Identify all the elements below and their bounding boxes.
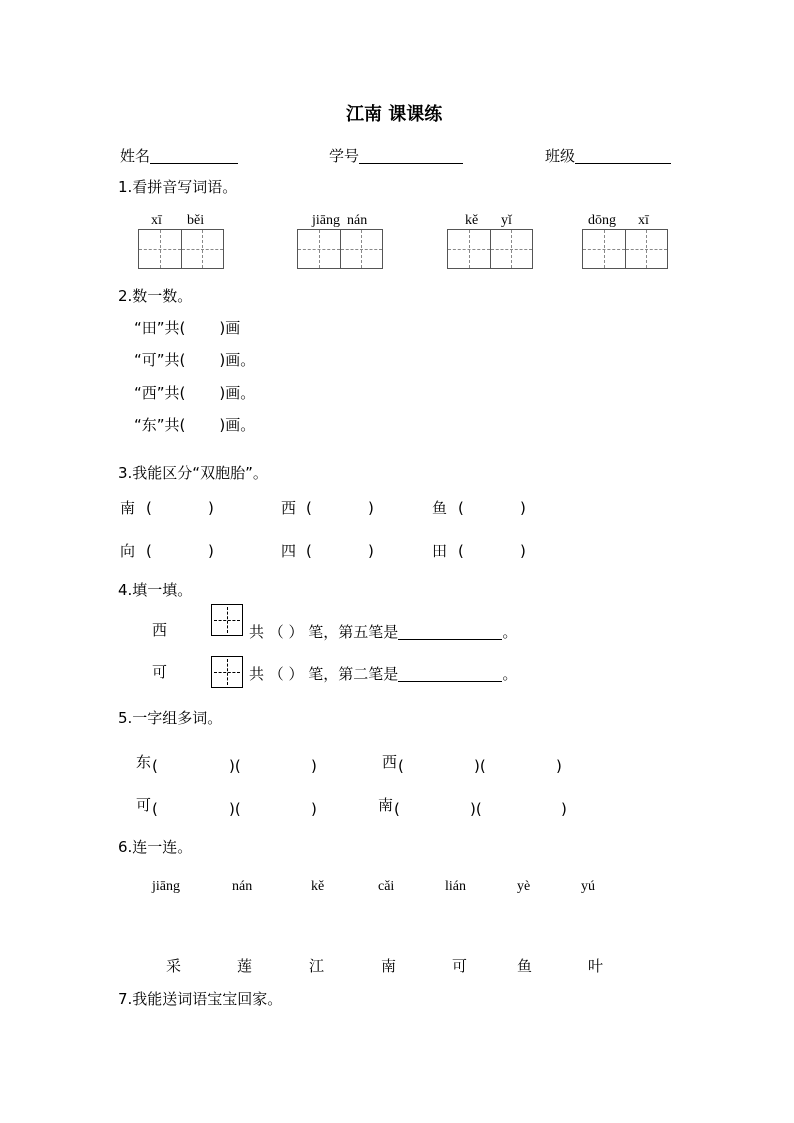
q3-char: 南 bbox=[120, 499, 136, 517]
q5-open-paren: ( bbox=[394, 800, 400, 818]
grid-cell[interactable] bbox=[491, 230, 533, 268]
q6-pinyin: yú bbox=[581, 879, 595, 894]
q2-heading: 2.数一数。 bbox=[118, 287, 193, 305]
grid-cell[interactable] bbox=[626, 230, 668, 268]
q3-open-paren: ( bbox=[306, 499, 312, 517]
q5-close-paren: ) bbox=[556, 757, 562, 775]
q5-char: 东 bbox=[136, 753, 152, 771]
q3-char: 西 bbox=[281, 499, 297, 517]
q1-writing-grid[interactable] bbox=[297, 229, 383, 269]
q5-mid-paren: )( bbox=[229, 757, 241, 775]
q3-open-paren: ( bbox=[458, 499, 464, 517]
page-title: 江南 课课练 bbox=[346, 104, 443, 125]
grid-cell[interactable] bbox=[341, 230, 383, 268]
q2-row: “东”共( )画。 bbox=[134, 416, 256, 434]
q3-close-paren: ) bbox=[208, 499, 214, 517]
q2-row: “西”共( )画。 bbox=[134, 384, 256, 402]
q3-heading: 3.我能区分“双胞胎”。 bbox=[118, 464, 268, 482]
q1-pinyin: dōng bbox=[588, 213, 616, 228]
q1-writing-grid[interactable] bbox=[582, 229, 668, 269]
q1-pinyin: xī bbox=[151, 213, 162, 228]
q3-close-paren: ) bbox=[368, 542, 374, 560]
class-label: 班级 bbox=[545, 147, 576, 165]
name-field bbox=[120, 147, 238, 164]
q6-pinyin: lián bbox=[445, 879, 466, 894]
q1-heading: 1.看拼音写词语。 bbox=[118, 178, 238, 196]
q3-close-paren: ) bbox=[520, 499, 526, 517]
q5-mid-paren: )( bbox=[470, 800, 482, 818]
q4-row-text: 共 （ ） 笔，第二笔是 。 bbox=[249, 665, 518, 683]
q6-char: 鱼 bbox=[517, 957, 533, 975]
q4-answer-blank[interactable] bbox=[398, 623, 502, 640]
q5-close-paren: ) bbox=[561, 800, 567, 818]
q6-char: 莲 bbox=[237, 957, 253, 975]
q1-pinyin: nán bbox=[347, 213, 368, 228]
q7-heading: 7.我能送词语宝宝回家。 bbox=[118, 990, 283, 1008]
q1-writing-grid[interactable] bbox=[447, 229, 533, 269]
q3-open-paren: ( bbox=[458, 542, 464, 560]
q5-open-paren: ( bbox=[152, 800, 158, 818]
grid-cell[interactable] bbox=[448, 230, 491, 268]
q1-pinyin: kě bbox=[465, 213, 479, 228]
q5-mid-paren: )( bbox=[474, 757, 486, 775]
q5-heading: 5.一字组多词。 bbox=[118, 709, 223, 727]
q5-char: 西 bbox=[382, 753, 398, 771]
q4-char: 可 bbox=[152, 663, 168, 681]
q2-row: “田”共( )画 bbox=[134, 319, 241, 337]
q3-close-paren: ) bbox=[368, 499, 374, 517]
name-label: 姓名 bbox=[120, 147, 151, 165]
student-id-label: 学号 bbox=[329, 147, 360, 165]
q5-open-paren: ( bbox=[152, 757, 158, 775]
q5-close-paren: ) bbox=[311, 800, 317, 818]
q4-char: 西 bbox=[152, 621, 168, 639]
grid-cell[interactable] bbox=[583, 230, 626, 268]
q3-char: 田 bbox=[432, 542, 448, 560]
q6-pinyin: nán bbox=[232, 879, 253, 894]
q1-pinyin: jiāng bbox=[312, 213, 340, 228]
q5-mid-paren: )( bbox=[229, 800, 241, 818]
q4-stroke-box[interactable] bbox=[211, 604, 243, 636]
grid-cell[interactable] bbox=[139, 230, 182, 268]
q6-char: 采 bbox=[166, 957, 182, 975]
q2-row: “可”共( )画。 bbox=[134, 351, 256, 369]
q1-pinyin: xī bbox=[638, 213, 649, 228]
q3-close-paren: ) bbox=[520, 542, 526, 560]
q6-pinyin: kě bbox=[311, 879, 325, 894]
q4-heading: 4.填一填。 bbox=[118, 581, 193, 599]
class-blank[interactable] bbox=[575, 147, 671, 164]
class-field bbox=[545, 147, 671, 164]
q5-char: 南 bbox=[378, 796, 394, 814]
q6-char: 叶 bbox=[588, 957, 604, 975]
q6-char: 南 bbox=[381, 957, 397, 975]
q1-pinyin: yǐ bbox=[501, 213, 512, 228]
q6-char: 可 bbox=[452, 957, 468, 975]
q3-char: 向 bbox=[120, 542, 136, 560]
q6-pinyin: cǎi bbox=[378, 879, 395, 894]
grid-cell[interactable] bbox=[298, 230, 341, 268]
grid-cell[interactable] bbox=[182, 230, 224, 268]
q6-heading: 6.连一连。 bbox=[118, 838, 193, 856]
q5-open-paren: ( bbox=[398, 757, 404, 775]
q6-pinyin: yè bbox=[517, 879, 531, 894]
q4-answer-blank[interactable] bbox=[398, 665, 502, 682]
q3-open-paren: ( bbox=[306, 542, 312, 560]
q1-writing-grid[interactable] bbox=[138, 229, 224, 269]
q4-row-text: 共 （ ） 笔，第五笔是 。 bbox=[249, 623, 518, 641]
q3-open-paren: ( bbox=[146, 542, 152, 560]
name-blank[interactable] bbox=[150, 147, 238, 164]
q4-stroke-box[interactable] bbox=[211, 656, 243, 688]
q3-char: 鱼 bbox=[432, 499, 448, 517]
q6-pinyin: jiāng bbox=[152, 879, 180, 894]
q3-char: 四 bbox=[281, 542, 297, 560]
student-id-field bbox=[329, 147, 463, 164]
q3-open-paren: ( bbox=[146, 499, 152, 517]
q5-close-paren: ) bbox=[311, 757, 317, 775]
student-id-blank[interactable] bbox=[359, 147, 463, 164]
q1-pinyin: běi bbox=[187, 213, 205, 228]
q3-close-paren: ) bbox=[208, 542, 214, 560]
q6-char: 江 bbox=[309, 957, 325, 975]
q5-char: 可 bbox=[136, 796, 152, 814]
